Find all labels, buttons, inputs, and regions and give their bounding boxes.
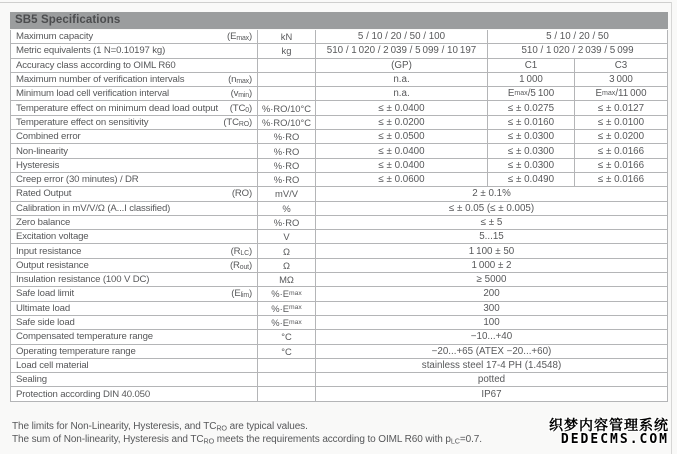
unit-cell xyxy=(257,359,315,372)
parameter-symbol: (RO) xyxy=(231,188,252,200)
value-cell-c1: C1 xyxy=(487,59,574,72)
value-cell-gp: ≤ ± 0.0200 xyxy=(315,116,487,129)
value-cell-c3: ≤ ± 0.0166 xyxy=(574,173,667,186)
value-cell-c1: E max /5 100 xyxy=(487,87,574,100)
footnotes xyxy=(12,421,572,446)
parameter-cell xyxy=(11,373,257,386)
value-cell-gp: n.a. xyxy=(315,87,487,100)
parameter-cell xyxy=(11,101,257,114)
parameter-symbol: $(n_{max})$ xyxy=(228,74,252,86)
unit-cell xyxy=(257,73,315,86)
table-row xyxy=(11,230,667,244)
watermark-cjk-text: 织梦内容管理系统 xyxy=(549,417,669,433)
value-cell-gp: ≤ ± 0.0400 xyxy=(315,159,487,172)
table-row xyxy=(11,87,667,101)
unit-cell: °C xyxy=(257,330,315,343)
value-cell-c3: ≤ ± 0.0127 xyxy=(574,101,667,114)
value-cell-c3: ≤ ± 0.0100 xyxy=(574,116,667,129)
parameter-label: Minimum load cell verification interval xyxy=(16,88,170,100)
parameter-label: Operating temperature range xyxy=(16,345,136,357)
parameter-label: Compensated temperature range xyxy=(16,331,153,343)
value-cell-c1: 1 000 xyxy=(487,73,574,86)
parameter-label: Load cell material xyxy=(16,359,89,371)
parameter-symbol: $(TC_0)$ xyxy=(229,102,252,114)
parameter-label: Maximum capacity xyxy=(16,31,94,43)
unit-cell: MΩ xyxy=(257,273,315,286)
parameter-label: Safe side load xyxy=(16,317,75,329)
unit-cell: %·E max xyxy=(257,302,315,315)
table-row xyxy=(11,30,667,44)
unit-cell: %·RO/10°C xyxy=(257,116,315,129)
value-cell-c1: ≤ ± 0.0490 xyxy=(487,173,574,186)
page-top-rule xyxy=(0,2,672,3)
value-cell-all: 1 000 ± 2 xyxy=(315,259,667,272)
unit-cell: mV/V xyxy=(257,187,315,200)
parameter-cell xyxy=(11,345,257,358)
value-cell-c3: ≤ ± 0.0166 xyxy=(574,144,667,157)
parameter-label: Maximum number of verification intervals xyxy=(16,74,185,86)
parameter-label: Calibration in mV/V/Ω (A...I classified) xyxy=(16,202,171,214)
parameter-cell xyxy=(11,216,257,229)
parameter-cell xyxy=(11,330,257,343)
value-cell-all: 1 100 ± 50 xyxy=(315,244,667,257)
value-cell-gp: 510 / 1 020 / 2 039 / 5 099 / 10 197 xyxy=(315,44,487,57)
table-row xyxy=(11,359,667,373)
table-row xyxy=(11,73,667,87)
value-cell-c1c3: 510 / 1 020 / 2 039 / 5 099 xyxy=(487,44,667,57)
value-cell-all: ≤ ± 5 xyxy=(315,216,667,229)
table-row xyxy=(11,387,667,401)
parameter-symbol: $(E_{lim})$ xyxy=(231,288,252,300)
table-row xyxy=(11,130,667,144)
value-cell-all: IP67 xyxy=(315,387,667,400)
value-cell-gp: n.a. xyxy=(315,73,487,86)
page-title: SB5 Specifications xyxy=(10,12,668,29)
unit-cell: % xyxy=(257,202,315,215)
value-cell-gp: 5 / 10 / 20 / 50 / 100 xyxy=(315,30,487,43)
parameter-cell xyxy=(11,316,257,329)
parameter-cell xyxy=(11,30,257,43)
parameter-cell xyxy=(11,202,257,215)
table-row xyxy=(11,345,667,359)
parameter-cell xyxy=(11,244,257,257)
table-row xyxy=(11,244,667,258)
value-cell-all: −20...+65 (ATEX −20...+60) xyxy=(315,345,667,358)
parameter-label: Hysteresis xyxy=(16,159,60,171)
parameter-label: Sealing xyxy=(16,374,47,386)
parameter-label: Rated Output xyxy=(16,188,72,200)
parameter-label: Insulation resistance (100 V DC) xyxy=(16,274,150,286)
parameter-label: Temperature effect on sensitivity xyxy=(16,116,149,128)
value-cell-c1: ≤ ± 0.0275 xyxy=(487,101,574,114)
parameter-label: Creep error (30 minutes) / DR xyxy=(16,174,139,186)
value-cell-all: −10...+40 xyxy=(315,330,667,343)
parameter-label: Combined error xyxy=(16,131,81,143)
parameter-label: Accuracy class according to OIML R60 xyxy=(16,59,176,71)
parameter-cell xyxy=(11,359,257,372)
parameter-cell xyxy=(11,44,257,57)
parameter-symbol: $(R_{out})$ xyxy=(229,259,252,272)
parameter-label: Metric equivalents (1 N=0.10197 kg) xyxy=(16,45,166,57)
parameter-label: Ultimate load xyxy=(16,302,71,314)
value-cell-gp: (GP) xyxy=(315,59,487,72)
table-row xyxy=(11,330,667,344)
parameter-cell xyxy=(11,59,257,72)
unit-cell: %·RO xyxy=(257,216,315,229)
value-cell-c1: ≤ ± 0.0300 xyxy=(487,130,574,143)
value-cell-all: 300 xyxy=(315,302,667,315)
unit-cell: Ω xyxy=(257,244,315,257)
unit-cell: °C xyxy=(257,345,315,358)
parameter-label: Temperature effect on minimum dead load output xyxy=(16,102,218,114)
table-row xyxy=(11,59,667,73)
parameter-label: Output resistance xyxy=(16,259,89,271)
value-cell-c1: ≤ ± 0.0300 xyxy=(487,159,574,172)
parameter-cell xyxy=(11,87,257,100)
value-cell-all: 200 xyxy=(315,287,667,300)
table-row xyxy=(11,373,667,387)
unit-cell xyxy=(257,387,315,400)
unit-cell xyxy=(257,87,315,100)
parameter-cell xyxy=(11,187,257,200)
table-row xyxy=(11,187,667,201)
parameter-cell xyxy=(11,230,257,243)
parameter-symbol: $(E_{max})$ xyxy=(227,31,252,43)
unit-cell: V xyxy=(257,230,315,243)
parameter-label: Input resistance xyxy=(16,245,82,257)
parameter-label: Zero balance xyxy=(16,217,71,228)
table-row xyxy=(11,216,667,230)
parameter-cell xyxy=(11,259,257,272)
value-cell-c3: 3 000 xyxy=(574,73,667,86)
parameter-cell xyxy=(11,130,257,143)
parameter-symbol: $(R_{LC})$ xyxy=(230,245,252,257)
parameter-cell xyxy=(11,116,257,129)
watermark-url-text: DEDECMS.COM xyxy=(560,432,669,448)
parameter-label: Protection according DIN 40.050 xyxy=(16,388,151,400)
value-cell-c3: E max /11 000 xyxy=(574,87,667,100)
value-cell-c3: C3 xyxy=(574,59,667,72)
value-cell-gp: ≤ ± 0.0400 xyxy=(315,144,487,157)
table-row xyxy=(11,144,667,158)
value-cell-all: 100 xyxy=(315,316,667,329)
value-cell-gp: ≤ ± 0.0500 xyxy=(315,130,487,143)
page-right-rule xyxy=(671,2,672,454)
table-row xyxy=(11,101,667,115)
parameter-symbol: $(TC_{RO})$ xyxy=(223,116,252,129)
value-cell-c3: ≤ ± 0.0200 xyxy=(574,130,667,143)
watermark xyxy=(549,417,669,448)
parameter-cell xyxy=(11,287,257,300)
parameter-cell xyxy=(11,73,257,86)
unit-cell: %·RO xyxy=(257,130,315,143)
unit-cell xyxy=(257,59,315,72)
parameter-label: Safe load limit xyxy=(16,288,75,300)
value-cell-gp: ≤ ± 0.0600 xyxy=(315,173,487,186)
table-row xyxy=(11,302,667,316)
value-cell-c1c3: 5 / 10 / 20 / 50 xyxy=(487,30,667,43)
parameter-cell xyxy=(11,302,257,315)
parameter-symbol: $(v_{min})$ xyxy=(230,88,252,100)
table-row xyxy=(11,273,667,287)
unit-cell: %·RO xyxy=(257,159,315,172)
parameter-cell xyxy=(11,173,257,186)
unit-cell: %·RO/10°C xyxy=(257,101,315,114)
footnote: The sum of Non-linearity, Hysteresis and $TC_{RO}$ meets the requirements according to OIML R60 with $p_{LC}=0.7$. xyxy=(12,433,482,445)
table-row xyxy=(11,259,667,273)
unit-cell: kN xyxy=(257,30,315,43)
value-cell-c1: ≤ ± 0.0160 xyxy=(487,116,574,129)
parameter-label: Non-linearity xyxy=(16,145,68,157)
table-row xyxy=(11,116,667,130)
table-row xyxy=(11,44,667,58)
parameter-cell xyxy=(11,273,257,286)
spec-table xyxy=(10,30,668,402)
unit-cell: %·RO xyxy=(257,144,315,157)
value-cell-all: ≤ ± 0.05 (≤ ± 0.005) xyxy=(315,202,667,215)
table-row xyxy=(11,316,667,330)
value-cell-all: stainless steel 17-4 PH (1.4548) xyxy=(315,359,667,372)
parameter-cell xyxy=(11,144,257,157)
unit-cell: %·RO xyxy=(257,173,315,186)
value-cell-all: 2 ± 0.1% xyxy=(315,187,667,200)
footnote: The limits for Non-Linearity, Hysteresis, and $TC_{RO}$ are typical values. xyxy=(12,421,308,433)
unit-cell: Ω xyxy=(257,259,315,272)
value-cell-c3: ≤ ± 0.0166 xyxy=(574,159,667,172)
value-cell-all: potted xyxy=(315,373,667,386)
unit-cell: %·E max xyxy=(257,287,315,300)
table-row xyxy=(11,287,667,301)
table-row xyxy=(11,173,667,187)
value-cell-all: 5...15 xyxy=(315,230,667,243)
table-row xyxy=(11,159,667,173)
value-cell-c1: ≤ ± 0.0300 xyxy=(487,144,574,157)
value-cell-gp: ≤ ± 0.0400 xyxy=(315,101,487,114)
parameter-cell xyxy=(11,387,257,400)
parameter-cell xyxy=(11,159,257,172)
unit-cell: %·E max xyxy=(257,316,315,329)
parameter-label: Excitation voltage xyxy=(16,231,89,243)
value-cell-all: ≥ 5000 xyxy=(315,273,667,286)
unit-cell xyxy=(257,373,315,386)
table-row xyxy=(11,202,667,216)
unit-cell: kg xyxy=(257,44,315,57)
